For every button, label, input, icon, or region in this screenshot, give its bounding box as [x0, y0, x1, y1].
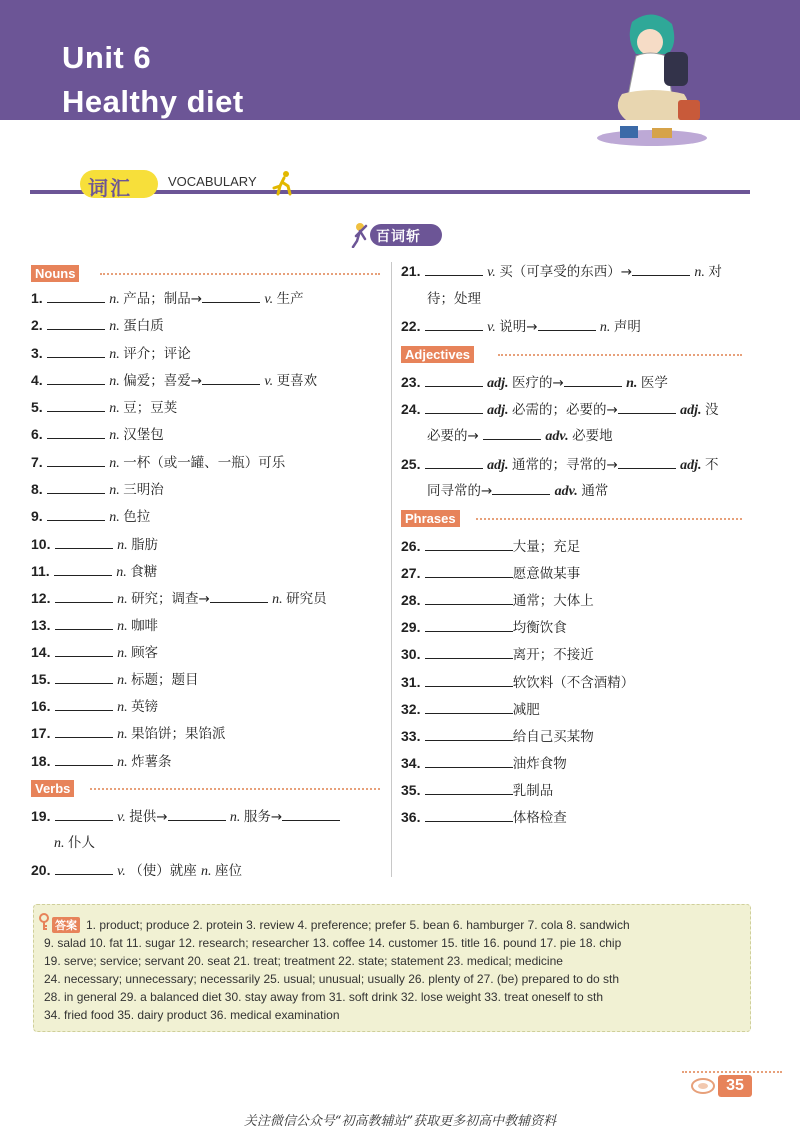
answer-blank[interactable]: [425, 401, 483, 414]
answer-blank[interactable]: [425, 456, 483, 469]
answer-blank[interactable]: [55, 698, 113, 711]
answer-blank[interactable]: [632, 263, 690, 276]
answer-blank[interactable]: [202, 372, 260, 385]
list-item: 32. 减肥: [401, 701, 540, 718]
list-item: 28. 通常；大体上: [401, 592, 594, 609]
key-icon: [38, 913, 50, 931]
unit-number: Unit 6: [62, 40, 152, 75]
list-item: 4. n. 偏爱；喜爱→ v. 更喜欢: [31, 372, 318, 389]
list-item: 17. n. 果馅饼；果馅派: [31, 725, 226, 742]
list-item: 15. n. 标题；题目: [31, 671, 199, 688]
answer-blank[interactable]: [425, 374, 483, 387]
list-item: 21. v. 买（可享受的东西）→ n. 对: [401, 263, 722, 280]
answer-blank[interactable]: [425, 728, 513, 741]
section-dots: [100, 273, 380, 275]
answer-blank[interactable]: [55, 617, 113, 630]
section-dots: [498, 354, 742, 356]
section-adjectives: Adjectives: [401, 346, 474, 363]
answer-blank[interactable]: [55, 671, 113, 684]
list-item: 24. adj. 必需的；必要的→ adj. 没: [401, 401, 719, 418]
list-item: 16. n. 英镑: [31, 698, 159, 715]
list-item: 9. n. 色拉: [31, 508, 151, 525]
list-item-continued: 必要的→ adv. 必要地: [427, 428, 613, 444]
list-item: 1. n. 产品；制品→ v. 生产: [31, 290, 304, 307]
column-divider: [391, 262, 392, 877]
answer-blank[interactable]: [483, 427, 541, 440]
answer-key-box: [33, 904, 751, 1032]
answer-line: 24. necessary; unnecessary; necessarily 25. usual; unusual; usually 26. plenty of 27. (be) prepared to do sth: [44, 972, 620, 986]
list-item-continued: n. 仆人: [54, 835, 95, 851]
answer-blank[interactable]: [618, 456, 676, 469]
list-item: 2. n. 蛋白质: [31, 317, 164, 334]
answer-blank[interactable]: [55, 644, 113, 657]
list-item: 8. n. 三明治: [31, 481, 164, 498]
section-phrases: Phrases: [401, 510, 460, 527]
swordsman-icon: [348, 222, 372, 248]
answer-blank[interactable]: [425, 538, 513, 551]
list-item: 6. n. 汉堡包: [31, 426, 164, 443]
section-nouns: Nouns: [31, 265, 79, 282]
vocabulary-header: [30, 168, 750, 198]
list-item: 34. 油炸食物: [401, 755, 567, 772]
answer-line: 28. in general 29. a balanced diet 30. stay away from 31. soft drink 32. lose weight 33. treat oneself to sth: [44, 990, 604, 1004]
answer-blank[interactable]: [47, 290, 105, 303]
list-item: 10. n. 脂肪: [31, 536, 159, 553]
list-item: 27. 愿意做某事: [401, 565, 581, 582]
runner-icon: [270, 170, 296, 196]
section-dots: [90, 788, 380, 790]
list-item: 14. n. 顾客: [31, 644, 159, 661]
unit-title: Healthy diet: [62, 84, 244, 119]
answer-blank[interactable]: [425, 782, 513, 795]
answer-blank[interactable]: [425, 318, 483, 331]
answer-blank[interactable]: [47, 426, 105, 439]
answer-blank[interactable]: [425, 755, 513, 768]
answer-blank[interactable]: [47, 399, 105, 412]
answer-blank[interactable]: [425, 592, 513, 605]
list-item: 5. n. 豆；豆荚: [31, 399, 178, 416]
list-item: 18. n. 炸薯条: [31, 753, 172, 770]
answer-blank[interactable]: [425, 809, 513, 822]
answer-blank[interactable]: [425, 619, 513, 632]
answer-line: 34. fried food 35. dairy product 36. medical examination: [44, 1008, 340, 1022]
section-dots: [476, 518, 742, 520]
answer-blank[interactable]: [282, 808, 340, 821]
answer-blank[interactable]: [425, 674, 513, 687]
answer-blank[interactable]: [47, 481, 105, 494]
answer-blank[interactable]: [425, 263, 483, 276]
answer-blank[interactable]: [47, 454, 105, 467]
list-item: 12. n. 研究；调查→ n. 研究员: [31, 590, 327, 607]
answer-blank[interactable]: [210, 590, 268, 603]
list-item: 25. adj. 通常的；寻常的→ adj. 不: [401, 456, 719, 473]
answer-line: 答案 1. product; produce 2. protein 3. review 4. preference; prefer 5. bean 6. hamburger 7. cola 8. sandwich: [52, 917, 630, 933]
answer-line: 19. serve; service; servant 20. seat 21. treat; treatment 22. state; statement 23. medical; medicine: [44, 954, 563, 968]
list-item: 29. 均衡饮食: [401, 619, 567, 636]
answer-blank[interactable]: [54, 563, 112, 576]
answer-blank[interactable]: [47, 372, 105, 385]
girl-illustration-icon: [592, 8, 712, 148]
answer-blank[interactable]: [55, 536, 113, 549]
answer-blank[interactable]: [425, 701, 513, 714]
list-item: 13. n. 咖啡: [31, 617, 159, 634]
section-verbs: Verbs: [31, 780, 74, 797]
list-item: 30. 离开；不接近: [401, 646, 594, 663]
answer-blank[interactable]: [618, 401, 676, 414]
answer-blank[interactable]: [168, 808, 226, 821]
answer-blank[interactable]: [55, 725, 113, 738]
vocabulary-en-label: VOCABULARY: [164, 174, 261, 189]
list-item: 33. 给自己买某物: [401, 728, 594, 745]
answer-line: 9. salad 10. fat 11. sugar 12. research; researcher 13. coffee 14. customer 15. title 16. pound 17. pie 18. chip: [44, 936, 622, 950]
answer-blank[interactable]: [55, 862, 113, 875]
answer-blank[interactable]: [55, 808, 113, 821]
list-item: 26. 大量；充足: [401, 538, 581, 555]
answer-blank[interactable]: [492, 482, 550, 495]
list-item: 11. n. 食糖: [31, 563, 158, 580]
sub-header-label: 百词斩: [376, 229, 421, 245]
answer-blank[interactable]: [538, 318, 596, 331]
list-item: 20. v. （使）就座 n. 座位: [31, 862, 243, 879]
vocabulary-cn-label: 词汇: [88, 176, 132, 200]
answer-blank[interactable]: [55, 753, 113, 766]
footer-note: 关注微信公众号“初高教辅站”获取更多初高中教辅资料: [243, 1114, 557, 1129]
answer-badge: 答案: [52, 917, 80, 933]
page-number-dots: [682, 1071, 782, 1073]
answer-blank[interactable]: [47, 345, 105, 358]
list-item: 35. 乳制品: [401, 782, 554, 799]
list-item: 22. v. 说明→ n. 声明: [401, 318, 641, 335]
answer-blank[interactable]: [47, 317, 105, 330]
page-number: 35: [718, 1075, 752, 1097]
answer-blank[interactable]: [564, 374, 622, 387]
list-item: 36. 体格检查: [401, 809, 567, 826]
answer-blank[interactable]: [425, 646, 513, 659]
answer-blank[interactable]: [425, 565, 513, 578]
list-item: 3. n. 评介；评论: [31, 345, 191, 362]
sub-header: [344, 222, 454, 248]
list-item-continued: 待；处理: [427, 291, 481, 307]
list-item: 31. 软饮料（不含酒精）: [401, 674, 635, 691]
list-item: 23. adj. 医疗的→ n. 医学: [401, 374, 668, 391]
list-item: 7. n. 一杯（或一罐、一瓶）可乐: [31, 454, 286, 471]
answer-blank[interactable]: [47, 508, 105, 521]
page-ornament-icon: [690, 1077, 716, 1095]
answer-blank[interactable]: [55, 590, 113, 603]
list-item: 19. v. 提供→ n. 服务→: [31, 807, 340, 827]
list-item-continued: 同寻常的→ adv. 通常: [427, 483, 609, 499]
answer-blank[interactable]: [202, 290, 260, 303]
